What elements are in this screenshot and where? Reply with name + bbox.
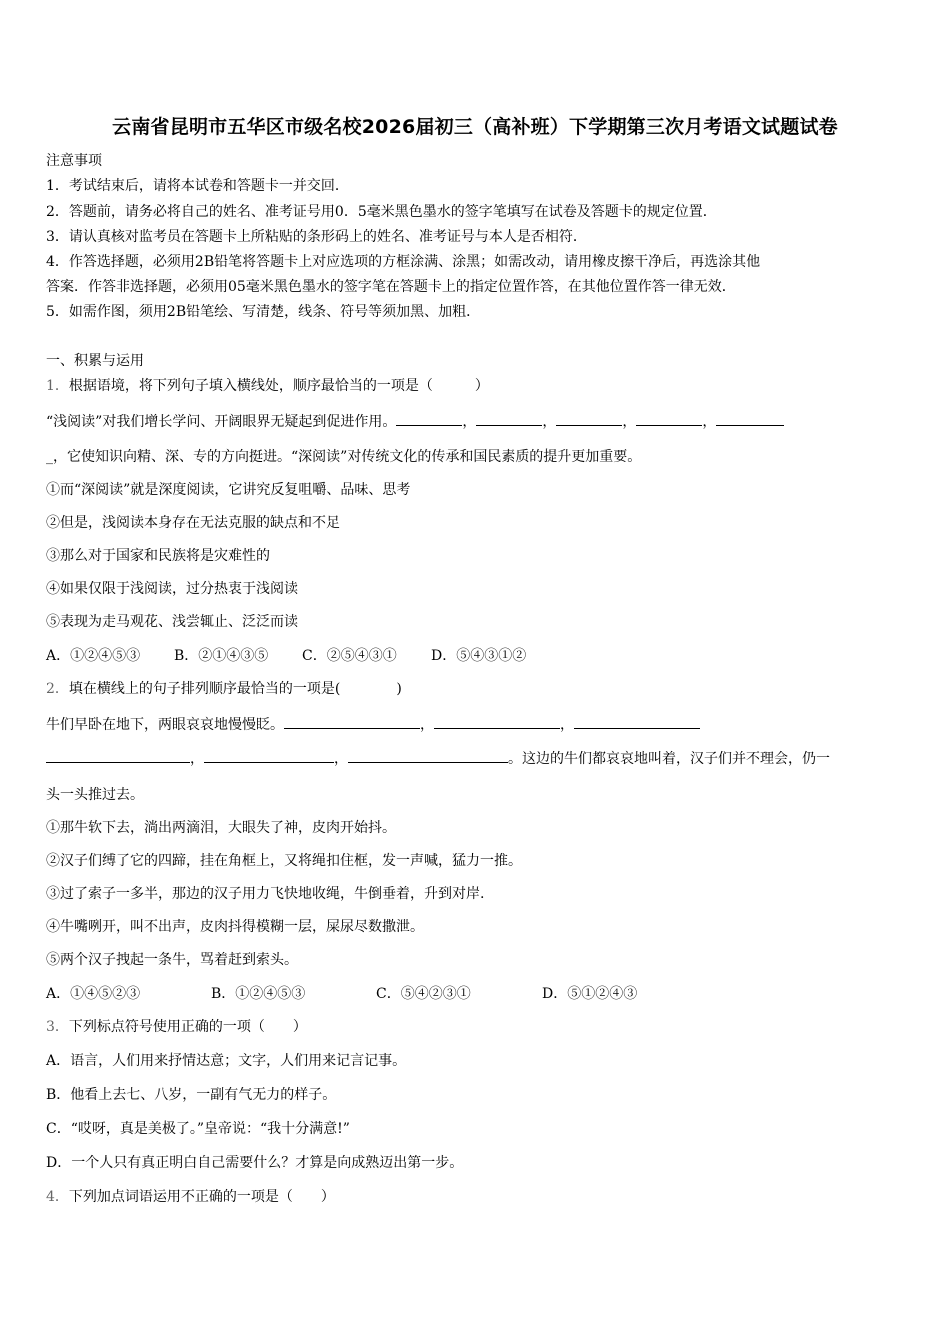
answer-blank[interactable] <box>476 411 542 426</box>
comma: ， <box>190 751 204 767</box>
answer-blank[interactable] <box>574 714 700 729</box>
option-a[interactable]: A．①④⑤②③ <box>46 986 141 1002</box>
choice-sentence: ①而“深阅读”就是深度阅读，它讲究反复咀嚼、品味、思考 <box>46 482 411 498</box>
option-a[interactable]: A．语言，人们用来抒情达意；文字，人们用来记言记事。 <box>46 1053 407 1069</box>
notice-item: 2．答题前，请务必将自己的姓名、准考证号用0．5毫米黑色墨水的签字笔填写在试卷及答题卡的规定位置． <box>46 204 717 220</box>
choice-sentence: ①那牛软下去，淌出两滴泪，大眼失了神，皮肉开始抖。 <box>46 820 396 836</box>
question-stem-text: 下列标点符号使用正确的一项（ ） <box>68 1019 307 1035</box>
passage-text: 牛们早卧在地下，两眼哀哀地慢慢眨。 <box>46 717 284 733</box>
answer-blank[interactable] <box>348 748 508 763</box>
choice-sentence: ④如果仅限于浅阅读，过分热衷于浅阅读 <box>46 581 298 597</box>
answer-blank[interactable] <box>46 748 190 763</box>
option-b[interactable]: B．他看上去七、八岁，一副有气无力的样子。 <box>46 1087 337 1103</box>
question-stem-text: 填在横线上的句子排列顺序最恰当的一项是( ) <box>68 681 402 697</box>
question-2-stem <box>46 680 402 698</box>
option-d[interactable]: D．⑤①②④③ <box>542 986 638 1002</box>
answer-blank[interactable] <box>204 748 334 763</box>
comma: ， <box>622 414 637 430</box>
option-c[interactable]: C．“哎呀，真是美极了。”皇帝说：“我十分满意!” <box>46 1121 350 1137</box>
choice-sentence: ⑤两个汉子拽起一条牛，骂着赶到索头。 <box>46 952 298 968</box>
choice-sentence: ②汉子们缚了它的四蹄，挂在角框上，又将绳扣住框，发一声喊，猛力一推。 <box>46 853 522 869</box>
option-b[interactable]: B．②①④③⑤ <box>174 648 269 664</box>
question-number: 3． <box>46 1019 69 1035</box>
option-d[interactable]: D．⑤④③①② <box>431 648 527 664</box>
answer-blank[interactable] <box>556 411 622 426</box>
answer-blank[interactable] <box>284 714 420 729</box>
comma: ， <box>542 414 557 430</box>
question-2-text-line-2 <box>46 748 830 768</box>
option-a[interactable]: A．①②④⑤③ <box>46 648 141 664</box>
notice-item: 4．作答选择题，必须用2B铅笔将答题卡上对应选项的方框涂满、涂黑；如需改动，请用橡皮擦干净后，再选涂其他 <box>46 254 761 270</box>
notice-heading: 注意事项 <box>46 153 102 169</box>
question-2-text-line-3: 头一头推过去。 <box>46 787 144 803</box>
question-1-text-line-2: _，它使知识向精、深、专的方向挺进。“深阅读”对传统文化的传承和国民素质的提升更加重要。 <box>46 449 642 465</box>
section-heading: 一、积累与运用 <box>46 353 144 369</box>
choice-sentence: ③那么对于国家和民族将是灾难性的 <box>46 548 270 564</box>
page-title: 云南省昆明市五华区市级名校2026届初三（高补班）下学期第三次月考语文试题试卷 <box>112 116 838 138</box>
notice-item: 3．请认真核对监考员在答题卡上所粘贴的条形码上的姓名、准考证号与本人是否相符． <box>46 229 587 245</box>
comma: ， <box>702 414 717 430</box>
comma: ， <box>462 414 477 430</box>
answer-blank[interactable] <box>636 411 702 426</box>
answer-blank[interactable] <box>716 411 784 426</box>
choice-sentence: ④牛嘴咧开，叫不出声，皮肉抖得模糊一层，屎尿尽数撒泄。 <box>46 919 424 935</box>
choice-sentence: ②但是，浅阅读本身存在无法克服的缺点和不足 <box>46 515 340 531</box>
question-number: 4． <box>46 1189 69 1205</box>
notice-item: 1．考试结束后，请将本试卷和答题卡一并交回． <box>46 178 349 194</box>
choice-sentence: ⑤表现为走马观花、浅尝辄止、泛泛而读 <box>46 614 298 630</box>
comma: ， <box>334 751 348 767</box>
option-d[interactable]: D．一个人只有真正明白自己需要什么？才算是向成熟迈出第一步。 <box>46 1155 464 1171</box>
choice-sentence: ③过了索子一多半，那边的汉子用力飞快地收绳，牛倒垂着，升到对岸. <box>46 886 485 902</box>
option-b[interactable]: B．①②④⑤③ <box>211 986 306 1002</box>
notice-item: 答案．作答非选择题，必须用05毫米黑色墨水的签字笔在答题卡上的指定位置作答，在其他位置作答一律无效． <box>46 279 736 295</box>
question-stem-text: 下列加点词语运用不正确的一项是（ ） <box>68 1189 335 1205</box>
comma: ， <box>560 717 574 733</box>
comma: ， <box>420 717 434 733</box>
option-c[interactable]: C．②⑤④③① <box>302 648 397 664</box>
passage-text: “浅阅读”对我们增长学问、开阔眼界无疑起到促进作用。 <box>46 414 397 430</box>
question-number: 2． <box>46 681 69 697</box>
option-c[interactable]: C．⑤④②③① <box>376 986 471 1002</box>
question-1-stem <box>46 377 489 395</box>
question-stem-text: 根据语境，将下列句子填入横线处，顺序最恰当的一项是（ ） <box>68 378 489 394</box>
question-4-stem <box>46 1188 335 1206</box>
notice-item: 5．如需作图，须用2B铅笔绘、写清楚，线条、符号等须加黑、加粗． <box>46 304 481 320</box>
question-number: 1． <box>46 378 69 394</box>
answer-blank[interactable] <box>434 714 560 729</box>
passage-text: 。这边的牛们都哀哀地叫着，汉子们并不理会，仍一 <box>508 751 830 767</box>
question-3-stem <box>46 1018 307 1036</box>
question-2-text-line-1 <box>46 714 700 734</box>
question-1-text-line-1 <box>46 411 784 431</box>
answer-blank[interactable] <box>396 411 462 426</box>
